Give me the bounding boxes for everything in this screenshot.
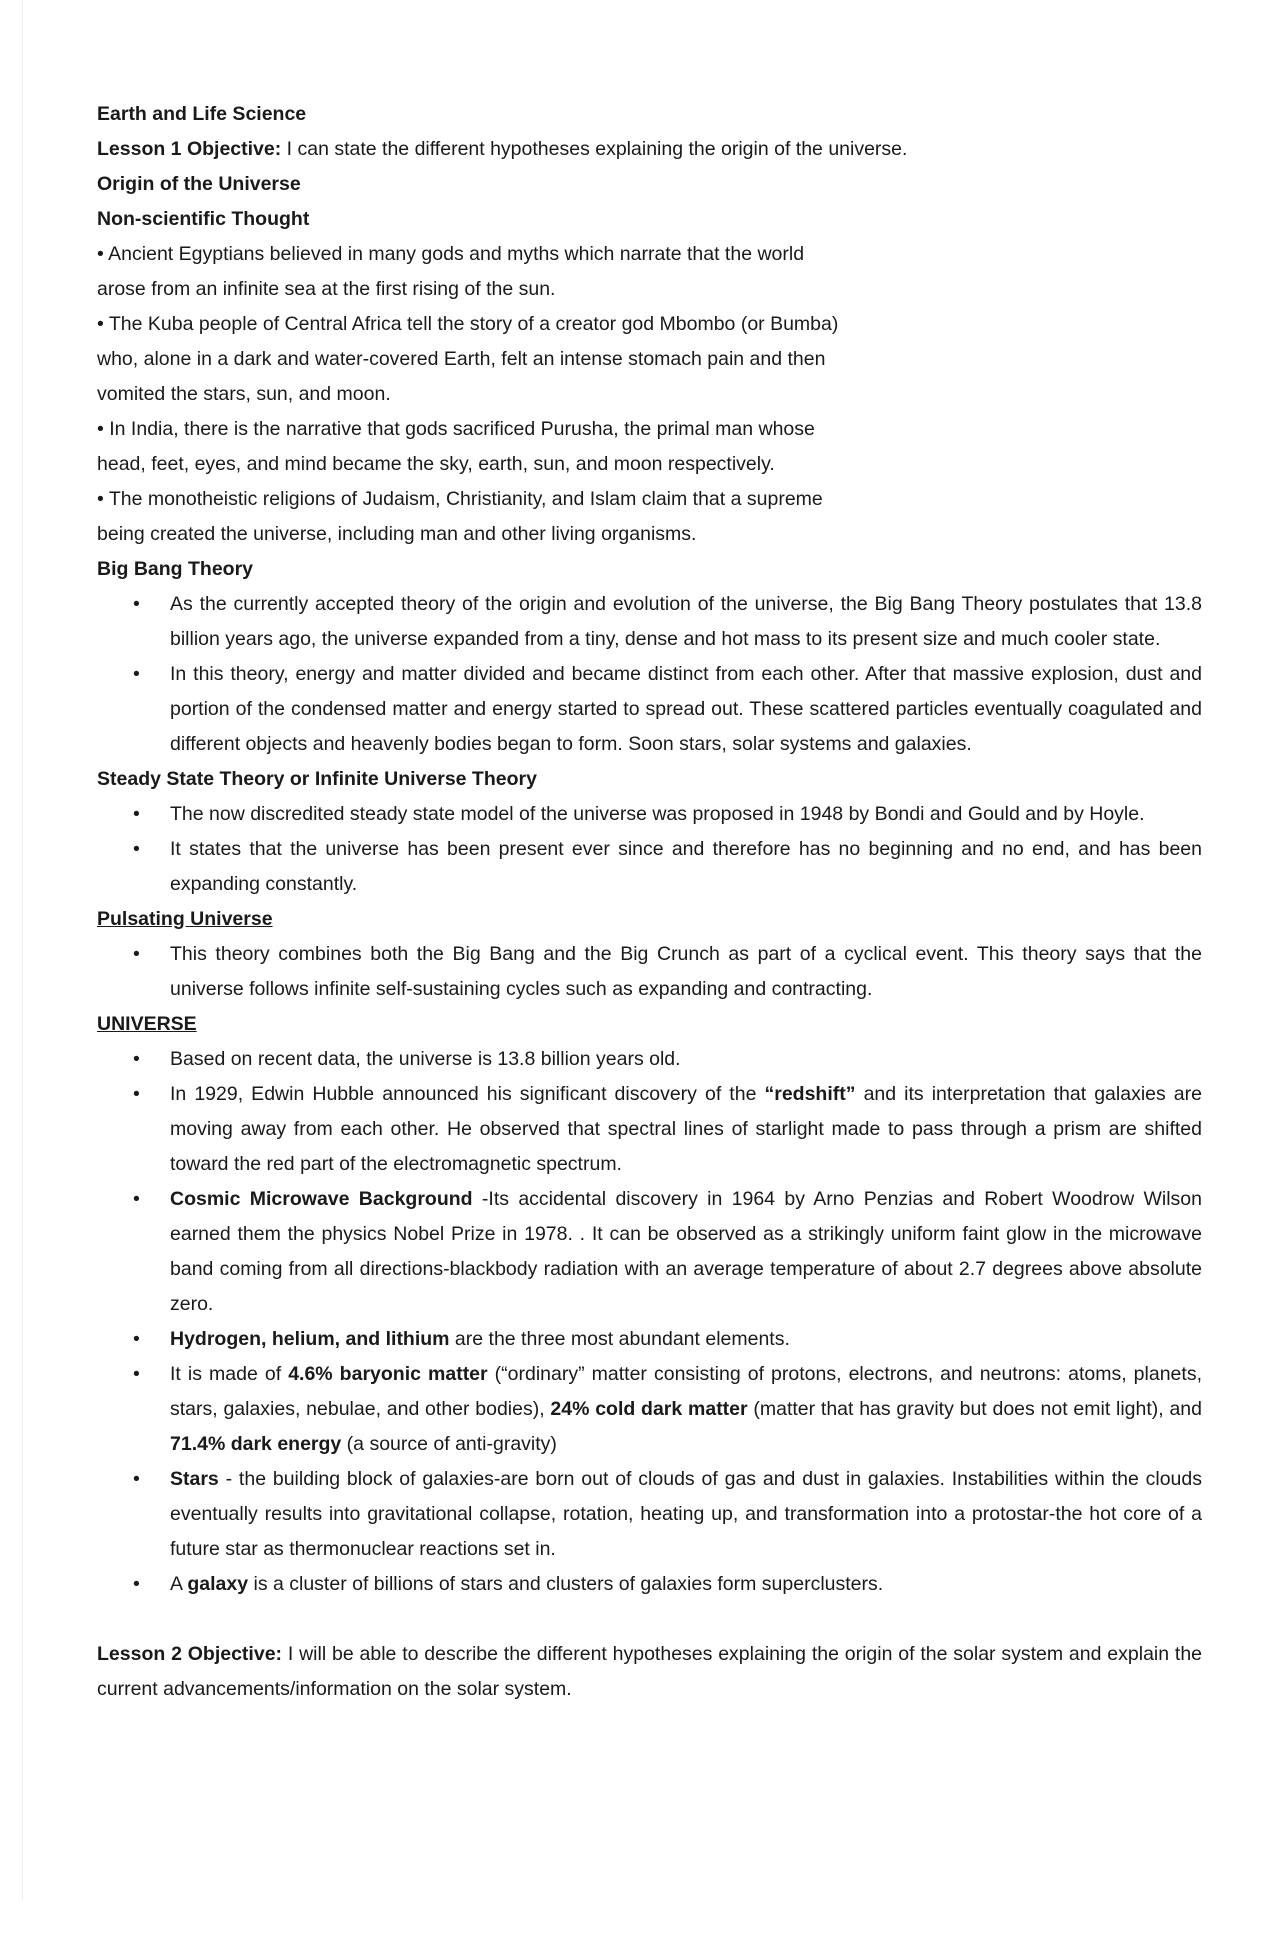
lesson2-objective xyxy=(97,1637,1202,1707)
composition-text: (“ordinary” matter consisting of protons, electrons, and neutrons: atoms, planets, stars, galaxies, nebulae, and other bodies), xyxy=(170,1363,1202,1420)
galaxy-term: galaxy xyxy=(187,1573,249,1595)
lesson2-text: I will be able to describe the different hypotheses explaining the origin of the solar system and explain the current advancements/information on the solar system. xyxy=(97,1643,1203,1700)
universe-heading: UNIVERSE xyxy=(97,1013,197,1035)
lesson2-label: Lesson 2 Objective: xyxy=(97,1643,283,1665)
nonsci-item: • Ancient Egyptians believed in many gods and myths which narrate that the world arose from an infinite sea at the first rising of the sun. xyxy=(97,243,805,300)
list-item xyxy=(97,1322,1202,1357)
nonsci-item: • The Kuba people of Central Africa tell the story of a creator god Mbombo (or Bumba) who, alone in a dark and water-covered Earth, felt an intense stomach pain and then vomited the stars, sun, and moon. xyxy=(97,313,839,405)
redshift-term: “redshift” xyxy=(764,1083,856,1105)
cmb-term: Cosmic Microwave Background xyxy=(170,1188,473,1210)
cmb-text: -Its accidental discovery in 1964 by Arno Penzias and Robert Woodrow Wilson earned them the physics Nobel Prize in 1978. . It can be observed as a strikingly uniform faint glow in the microwave band coming from all directions-blackbody radiation with an average temperature of about 2.7 degrees above absolute zero. xyxy=(170,1188,1203,1315)
pulsating-list xyxy=(97,937,1202,1007)
origin-heading: Origin of the Universe xyxy=(97,173,301,195)
list-item xyxy=(97,1077,1202,1182)
list-item xyxy=(97,1042,1202,1077)
list-item: • As the currently accepted theory of the origin and evolution of the universe, the Big Bang Theory postulates that 13.8 billion years ago, the universe expanded from a tiny, dense and hot mass to its present size and much cooler state. xyxy=(97,587,1202,657)
nonsci-heading: Non-scientific Thought xyxy=(97,208,310,230)
stars-term: Stars xyxy=(170,1468,219,1490)
nonsci-item: • In India, there is the narrative that gods sacrificed Purusha, the primal man whose head, feet, eyes, and mind became the sky, earth, sun, and moon respectively. xyxy=(97,418,815,475)
course-title: Earth and Life Science xyxy=(97,103,307,125)
list-item xyxy=(97,1182,1202,1322)
list-item xyxy=(97,1357,1202,1462)
lesson1-objective xyxy=(97,132,1202,167)
stars-text: - the building block of galaxies-are born out of clouds of gas and dust in galaxies. Instabilities within the clouds eventually results into gravitational collapse, rotation, heating up, and transformation into a protostar-the hot core of a future star as thermonuclear reactions set in. xyxy=(170,1468,1202,1560)
pulsating-heading: Pulsating Universe xyxy=(97,908,273,930)
dark-matter-term: 24% cold dark matter xyxy=(550,1398,748,1420)
galaxy-text-cont: is a cluster of billions of stars and clusters of galaxies form superclusters. xyxy=(248,1573,884,1595)
elements-term: Hydrogen, helium, and lithium xyxy=(170,1328,450,1350)
hubble-text-cont: and its interpretation that galaxies are moving away from each other. He observed that spectral lines of starlight made to pass through a prism are shifted toward the red part of the electromagnetic spectrum. xyxy=(170,1083,1202,1175)
bigbang-heading: Big Bang Theory xyxy=(97,558,254,580)
bigbang-list xyxy=(97,587,1202,762)
composition-text: It is made of xyxy=(170,1363,289,1385)
universe-age-text: Based on recent data, the universe is 13.8 billion years old. xyxy=(170,1048,681,1070)
document-body xyxy=(97,97,1202,1707)
steady-list xyxy=(97,797,1202,902)
dark-energy-term: 71.4% dark energy xyxy=(170,1433,342,1455)
elements-text: are the three most abundant elements. xyxy=(449,1328,790,1350)
page-edge xyxy=(22,0,23,1900)
nonsci-item: • The monotheistic religions of Judaism, Christianity, and Islam claim that a supreme being created the universe, including man and other living organisms. xyxy=(97,488,823,545)
steady-heading: Steady State Theory or Infinite Universe Theory xyxy=(97,768,537,790)
hubble-text: In 1929, Edwin Hubble announced his significant discovery of the xyxy=(170,1083,765,1105)
list-item: • This theory combines both the Big Bang and the Big Crunch as part of a cyclical event. This theory says that the universe follows infinite self-sustaining cycles such as expanding and contracting. xyxy=(97,937,1202,1007)
universe-list xyxy=(97,1042,1202,1602)
galaxy-text: A xyxy=(170,1573,188,1595)
composition-text: (matter that has gravity but does not emit light), and xyxy=(747,1398,1202,1420)
lesson1-label: Lesson 1 Objective: xyxy=(97,138,282,160)
section-gap xyxy=(97,1602,1202,1637)
list-item: • The now discredited steady state model of the universe was proposed in 1948 by Bondi and Gould and by Hoyle. xyxy=(97,797,1202,832)
baryonic-term: 4.6% baryonic matter xyxy=(288,1363,488,1385)
list-item xyxy=(97,1567,1202,1602)
composition-text: (a source of anti-gravity) xyxy=(341,1433,557,1455)
lesson1-text: I can state the different hypotheses explaining the origin of the universe. xyxy=(281,138,908,160)
list-item: • In this theory, energy and matter divided and became distinct from each other. After that massive explosion, dust and portion of the condensed matter and energy started to spread out. These scattered particles eventually coagulated and different objects and heavenly bodies began to form. Soon stars, solar systems and galaxies. xyxy=(97,657,1202,762)
list-item: • It states that the universe has been present ever since and therefore has no beginning and no end, and has been expanding constantly. xyxy=(97,832,1202,902)
list-item xyxy=(97,1462,1202,1567)
